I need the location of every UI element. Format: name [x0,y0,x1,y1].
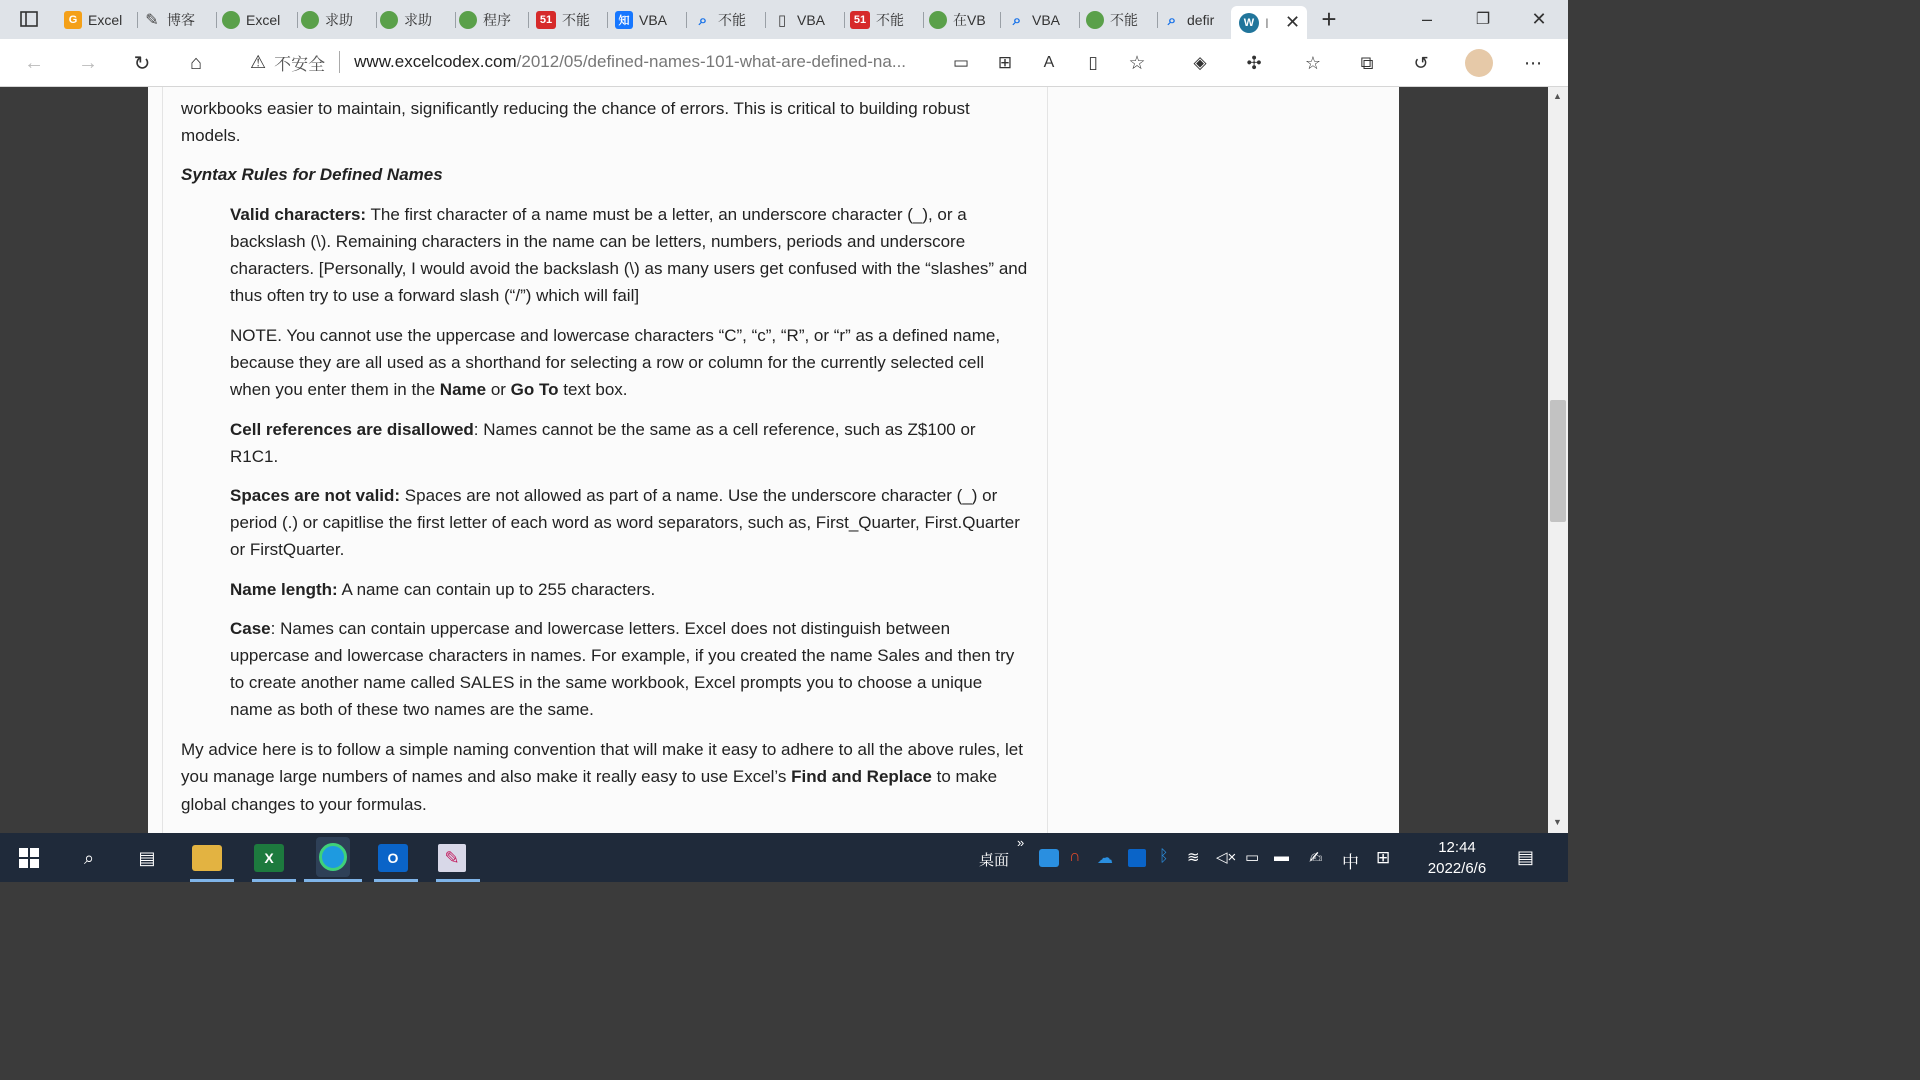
tab-in-vb[interactable]: 在VB [929,6,1001,34]
tab-help-2[interactable]: 求助 [380,6,456,34]
headset-icon[interactable]: ∩ [1069,848,1081,865]
search-icon[interactable]: ⌕ [83,847,95,868]
time: 12:44 [1438,839,1476,856]
g-icon: G [64,11,82,29]
outlook-icon[interactable]: O [378,844,408,872]
favorites-icon[interactable]: ☆ [1304,52,1322,73]
paragraph-intro-line1: workbooks easier to maintain, significantly reducing the chance of errors. This is critical to building robust [181,99,970,118]
scrollbar-thumb[interactable] [1550,400,1566,522]
rule-case-line1: Case: Names can contain uppercase and lowercase letters. Excel does not distinguish between [230,619,951,638]
file-explorer-icon[interactable] [192,845,222,871]
address-bar[interactable] [240,44,1160,80]
globe-icon [380,11,398,29]
tab-vba-zhihu[interactable]: 知 VBA [615,6,687,34]
network-icon[interactable]: ≋ [1187,849,1200,866]
notification-icon[interactable]: ▤ [1517,847,1535,867]
device-icon[interactable]: ▭ [952,53,970,72]
mute-icon[interactable]: ◁× [1216,849,1237,866]
wordpress-icon: W [1239,13,1259,33]
note-line3: when you enter them in the Name or Go To text box. [230,380,628,399]
paragraph-intro-line2: models. [181,126,241,145]
tab-active-wordpress[interactable]: W I ✕ [1231,6,1307,39]
home-icon[interactable]: ⌂ [189,51,203,74]
rule-cell-line1: Cell references are disallowed: Names cannot be the same as a cell reference, such as Z$100 or [230,420,976,439]
ime-label[interactable]: 中 [1342,853,1359,872]
advice-line3: global changes to your formulas. [181,795,427,814]
url-path: /2012/05/defined-names-101-what-are-defined-na... [516,52,907,71]
running-indicator [304,879,362,882]
scroll-down-icon[interactable]: ▼ [1553,817,1562,827]
rule-valid-line2: backslash (\). Remaining characters in the name can be letters, numbers, periods and underscore [230,232,966,251]
security-label[interactable]: 不安全 [274,54,326,74]
reader-view-icon[interactable]: ▯ [1088,53,1098,72]
rule-valid-line4: thus often try to use a forward slash (“/”) which will fail] [230,286,640,305]
search-icon: ⌕ [698,11,708,29]
outlook-tray-icon[interactable] [1128,849,1146,867]
puzzle-icon[interactable]: ✣ [1246,52,1262,73]
battery-icon[interactable]: ▬ [1274,848,1289,865]
51-icon: 51 [850,11,870,29]
rule-space-line1: Spaces are not valid: Spaces are not allowed as part of a name. Use the underscore character (_) or [230,486,998,505]
history-icon[interactable]: ↺ [1413,52,1429,73]
apps-icon[interactable]: ⊞ [997,53,1013,72]
address-divider [339,51,340,73]
taskbar [0,833,1568,882]
tab-vba-search[interactable]: ⌕ VBA [1008,6,1080,34]
tab-help-1[interactable]: 求助 [301,6,377,34]
tab-cannot-search[interactable]: ⌕ 不能 [694,6,766,34]
rule-space-line3: or FirstQuarter. [230,540,345,559]
url-domain: www.excelcodex.com [354,52,517,71]
collections-icon[interactable]: ⧉ [1360,52,1374,73]
rule-case-line3: to create another name called SALES in the same workbook, Excel prompts you to choose a unique [230,673,983,692]
note-line1: NOTE. You cannot use the uppercase and lowercase characters “C”, “c”, “R”, or “r” as a defined name, [230,326,1001,345]
search-icon: ⌕ [1012,11,1022,29]
zhi-icon: 知 [615,11,633,29]
new-tab-button[interactable]: + [1321,3,1337,34]
extension-icon[interactable]: ◈ [1193,53,1207,72]
search-icon: ⌕ [1167,11,1177,29]
avatar[interactable] [1465,49,1493,77]
desktop-label[interactable]: 桌面 [979,852,1010,869]
globe-icon [301,11,319,29]
globe-icon [222,11,240,29]
tab-excel-1[interactable]: G Excel [64,6,138,34]
refresh-icon[interactable]: ↻ [133,52,151,75]
bluetooth-icon[interactable]: ᛒ [1159,848,1169,865]
warning-icon[interactable]: ⚠ [250,51,267,72]
tab-define-search[interactable]: ⌕ defir [1163,6,1227,34]
tab-vba-doc[interactable]: ▯ VBA [773,6,845,34]
globe-icon [929,11,947,29]
app-tray-icon[interactable] [1039,849,1059,867]
note-line2: because they are all used as a shorthand for selecting a row or column for the currently selected cell [230,353,985,372]
close-tab-icon[interactable]: ✕ [1285,12,1301,32]
add-favorite-icon[interactable]: ☆ [1128,52,1146,74]
pen-icon[interactable]: ✍ [1309,850,1323,867]
tab-actions-icon[interactable] [16,6,42,32]
onedrive-icon[interactable]: ☁ [1097,850,1113,867]
page-body [148,87,1399,833]
rule-length: Name length: A name can contain up to 255 characters. [230,580,656,599]
tab-excel-2[interactable]: Excel [222,6,298,34]
tab-cannot-1[interactable]: 51 不能 [536,6,608,34]
minimize-icon[interactable]: – [1421,8,1432,29]
display-icon[interactable]: ▭ [1245,849,1260,866]
tab-cannot-3[interactable]: 不能 [1086,6,1158,34]
running-indicator [190,879,234,882]
rule-case-line2: uppercase and lowercase characters in names. For example, if you created the name Sales and then try [230,646,1015,665]
doc-icon: ▯ [777,12,787,29]
edge-icon[interactable] [316,837,350,877]
start-icon[interactable] [12,841,46,875]
tab-program[interactable]: 程序 [459,6,529,34]
rule-valid-line3: characters. [Personally, I would avoid the backslash (\) as many users get confused with the “slashes” and [230,259,1028,278]
read-aloud-icon[interactable]: A [1043,54,1055,71]
restore-icon[interactable]: ❐ [1475,11,1491,28]
back-icon[interactable]: ← [24,51,44,74]
chevron-right-icon[interactable]: » [1017,835,1025,850]
date: 2022/6/6 [1427,860,1487,877]
clock[interactable] [1422,837,1492,879]
scroll-up-icon[interactable]: ▲ [1553,91,1562,101]
forward-icon[interactable]: → [78,51,98,74]
keyboard-mode-icon[interactable]: ⊞ [1376,848,1391,867]
globe-icon [459,11,477,29]
section-heading: Syntax Rules for Defined Names [181,165,443,184]
editor-app-icon[interactable]: ✎ [438,844,466,872]
tab-bar [0,0,1568,39]
page-viewport [0,87,1548,833]
article-content [162,87,1048,833]
window-close-icon[interactable]: ✕ [1531,8,1547,29]
51-icon: 51 [536,11,556,29]
tab-blog[interactable]: ✎ 博客 [143,6,217,34]
running-indicator [252,879,296,882]
rule-valid-line1: Valid characters: The first character of a name must be a letter, an underscore character (_), or a [230,205,967,224]
running-indicator [374,879,418,882]
rule-case-line4: name as both of these two names are the same. [230,700,594,719]
task-view-icon[interactable]: ▤ [138,847,156,868]
scrollbar[interactable] [1548,87,1568,833]
advice-line2: you manage large numbers of names and also make it really easy to use Excel’s Find and Replace to make [181,767,998,786]
excel-icon[interactable]: X [254,844,284,872]
advice-line1: My advice here is to follow a simple naming convention that will make it easy to adhere to all the above rules, let [181,740,1023,759]
running-indicator [436,879,480,882]
rule-cell-line2: R1C1. [230,447,279,466]
more-menu-icon[interactable]: ⋯ [1524,52,1542,73]
rule-space-line2: period (.) or capitlise the first letter of each word as word separators, such as, First_Quarter, First.Quarter [230,513,1020,532]
tab-cannot-2[interactable]: 51 不能 [850,6,924,34]
blog-icon: ✎ [145,12,159,29]
globe-icon [1086,11,1104,29]
